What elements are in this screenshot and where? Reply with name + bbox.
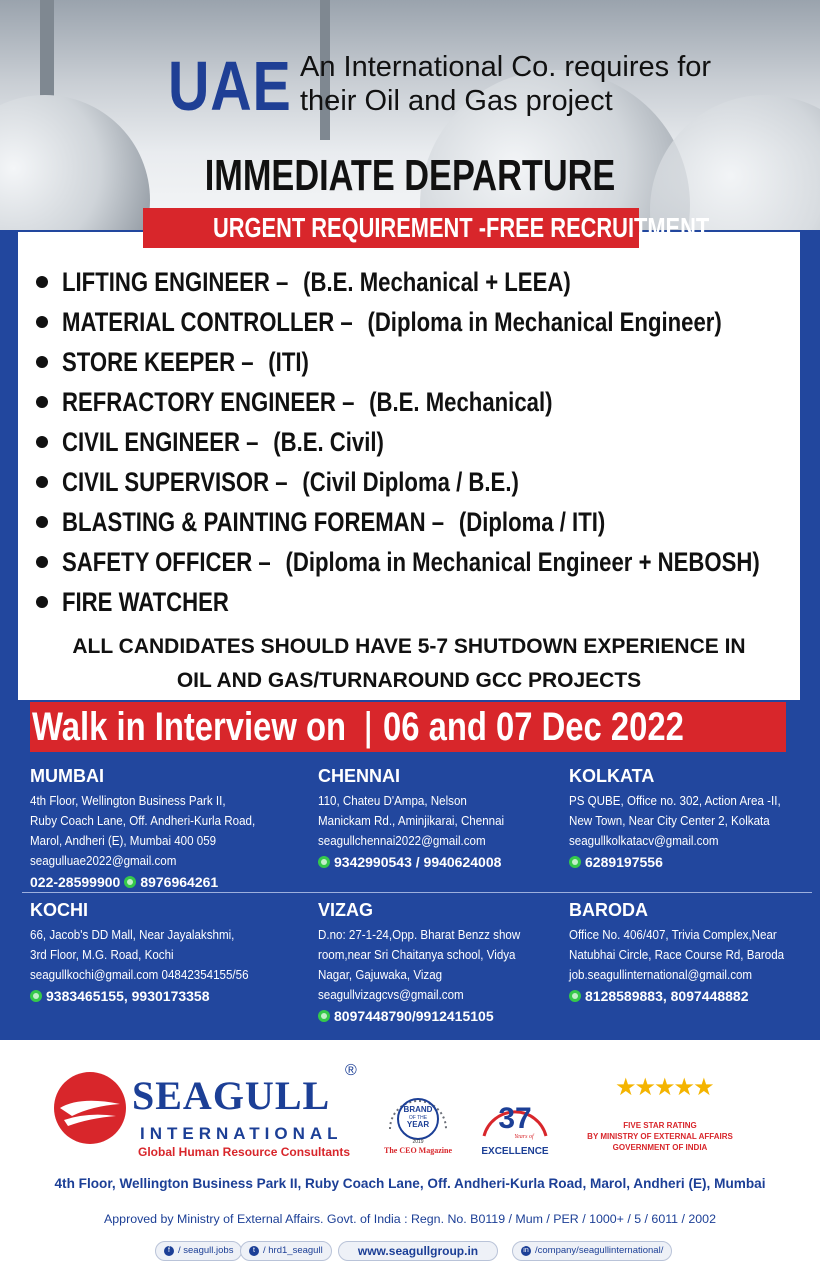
list-item (30, 262, 790, 302)
office-city: CHENNAI (318, 766, 401, 786)
registered-mark: ® (345, 1062, 357, 1079)
office-phone (569, 985, 803, 1007)
brand-subname: INTERNATIONAL (140, 1124, 343, 1143)
phone-number[interactable]: 8128589883, 8097448882 (585, 988, 749, 1004)
phone-number[interactable]: 8097448790/9912415105 (334, 1008, 494, 1024)
whatsapp-icon (569, 990, 581, 1002)
bullet-icon (36, 556, 48, 568)
office-address-line: New Town, Near City Center 2, Kolkata (569, 814, 770, 828)
caption-line: BY MINISTRY OF EXTERNAL AFFAIRS (587, 1132, 733, 1141)
job-title: MATERIAL CONTROLLER – (62, 306, 353, 337)
whatsapp-icon (569, 856, 581, 868)
award-by: The CEO Magazine (384, 1146, 452, 1155)
office-email[interactable]: seagullkolkatacv@gmail.com (569, 834, 719, 848)
website-link[interactable] (338, 1241, 498, 1261)
facebook-link[interactable] (155, 1241, 242, 1261)
office-kolkata (569, 766, 799, 873)
twitter-link[interactable] (240, 1241, 332, 1261)
office-address-line: Natubhai Circle, Race Course Rd, Baroda (569, 948, 785, 962)
phone-number[interactable]: 9342990543 / 9940624008 (334, 854, 502, 870)
phone-number[interactable]: 8976964261 (140, 874, 219, 890)
bullet-icon (36, 396, 48, 408)
job-title: BLASTING & PAINTING FOREMAN – (62, 506, 445, 537)
award-text: OF THE (408, 1115, 428, 1121)
approval-text: Approved by Ministry of External Affairs. Govt. of India : Regn. No. B0119 / Mum / PER / 1000+ / 5 / 6011 / 2002 (104, 1212, 716, 1226)
brand-tagline: Global Human Resource Consultants (138, 1145, 351, 1159)
office-chennai (318, 766, 520, 873)
office-address-line: D.no: 27-1-24,Opp. Bharat Benzz show (318, 928, 521, 942)
award-year: 2019 (412, 1139, 424, 1145)
caption-line: FIVE STAR RATING (623, 1121, 697, 1130)
phone-number[interactable]: 9383465155, 9930173358 (46, 988, 210, 1004)
office-email[interactable]: job.seagullinternational@gmail.com (569, 968, 753, 982)
office-mumbai (30, 766, 275, 893)
twitter-icon: t (249, 1246, 259, 1256)
bullet-icon (36, 436, 48, 448)
office-phone (318, 851, 520, 873)
experience-note (18, 630, 800, 698)
job-qualification: (ITI) (268, 346, 309, 377)
job-title: STORE KEEPER – (62, 346, 254, 377)
bullet-icon (36, 476, 48, 488)
job-title: CIVIL ENGINEER – (62, 426, 259, 457)
list-item (30, 302, 790, 342)
office-address-line: room,near Sri Chaitanya school, Vidya (318, 948, 516, 962)
job-title: LIFTING ENGINEER – (62, 266, 289, 297)
job-qualification: (Diploma in Mechanical Engineer) (367, 306, 722, 337)
office-email[interactable]: seagulluae2022@gmail.com (30, 854, 177, 868)
office-kochi (30, 900, 268, 1007)
office-city: BARODA (569, 900, 648, 920)
head-office-address: 4th Floor, Wellington Business Park II, Ruby Coach Lane, Off. Andheri-Kurla Road, Marol, Andheri (E), Mumbai (54, 1176, 766, 1191)
office-email[interactable]: seagullkochi@gmail.com 04842354155/56 (30, 968, 249, 982)
whatsapp-icon (30, 990, 42, 1002)
award-number: 37 (498, 1102, 532, 1135)
office-email[interactable]: seagullchennai2022@gmail.com (318, 834, 486, 848)
website-url: www.seagullgroup.in (357, 1244, 479, 1258)
whatsapp-icon (124, 876, 136, 888)
linkedin-handle: /company/seagullinternational/ (535, 1245, 664, 1256)
job-title: SAFETY OFFICER – (62, 546, 271, 577)
list-item (30, 342, 790, 382)
headline: IMMEDIATE DEPARTURE (204, 151, 616, 200)
facebook-icon: f (164, 1246, 174, 1256)
office-address-line: Manickam Rd., Aminjikarai, Chennai (318, 814, 505, 828)
office-phone (569, 851, 799, 873)
office-address-line: Ruby Coach Lane, Off. Andheri-Kurla Road, (30, 814, 256, 828)
office-address-line: PS QUBE, Office no. 302, Action Area -II, (569, 794, 781, 808)
office-address-line: 4th Floor, Wellington Business Park II, (30, 794, 226, 808)
job-qualification: (Diploma in Mechanical Engineer + NEBOSH) (285, 546, 760, 577)
office-address-line: Marol, Andheri (E), Mumbai 400 059 (30, 834, 217, 848)
office-city: KOLKATA (569, 766, 655, 786)
whatsapp-icon (318, 856, 330, 868)
excellence-award-icon (470, 1086, 560, 1166)
urgent-banner-text: URGENT REQUIREMENT -FREE RECRUITMENT (212, 212, 710, 243)
walkin-banner (30, 702, 786, 752)
office-phone (30, 985, 268, 1007)
country-heading: UAE (168, 47, 292, 125)
bullet-icon (36, 596, 48, 608)
job-title: CIVIL SUPERVISOR – (62, 466, 288, 497)
list-item (30, 582, 790, 622)
list-item (30, 542, 790, 582)
job-title: FIRE WATCHER (62, 586, 229, 617)
list-item (30, 502, 790, 542)
bullet-icon (36, 516, 48, 528)
office-address-line: 3rd Floor, M.G. Road, Kochi (30, 948, 174, 962)
office-city: MUMBAI (30, 766, 104, 786)
five-star-caption (580, 1120, 740, 1153)
office-city: KOCHI (30, 900, 88, 920)
office-email[interactable]: seagullvizagcvs@gmail.com (318, 988, 464, 1002)
job-qualification: (Civil Diploma / B.E.) (302, 466, 519, 497)
award-text: EXCELLENCE (481, 1146, 549, 1157)
brand-of-year-award-icon (382, 1085, 454, 1165)
job-qualification: (B.E. Mechanical + LEEA) (303, 266, 571, 297)
office-phone (318, 1005, 538, 1027)
whatsapp-icon (318, 1010, 330, 1022)
job-list (30, 262, 790, 622)
five-star-icon: ★★★★★ (615, 1074, 713, 1101)
phone-number[interactable]: 022-28599900 (30, 874, 121, 890)
facebook-handle: / seagull.jobs (178, 1245, 234, 1256)
linkedin-link[interactable] (512, 1241, 672, 1261)
linkedin-icon: in (521, 1246, 531, 1256)
list-item (30, 422, 790, 462)
walkin-dates: 06 and 07 Dec 2022 (383, 704, 685, 749)
walkin-separator: | (363, 704, 374, 749)
twitter-handle: / hrd1_seagull (263, 1245, 323, 1256)
office-address-line: 110, Chateu D'Ampa, Nelson (318, 794, 467, 808)
bullet-icon (36, 316, 48, 328)
job-qualification: (Diploma / ITI) (458, 506, 606, 537)
job-qualification: (B.E. Mechanical) (369, 386, 553, 417)
seagull-logo-icon (50, 1068, 130, 1148)
job-title: REFRACTORY ENGINEER – (62, 386, 355, 417)
award-text: Years of (514, 1134, 534, 1140)
experience-note-line: OIL AND GAS/TURNAROUND GCC PROJECTS (176, 669, 642, 692)
job-qualification: (B.E. Civil) (273, 426, 384, 457)
award-text: BRAND (403, 1105, 433, 1114)
bullet-icon (36, 276, 48, 288)
bullet-icon (36, 356, 48, 368)
caption-line: GOVERNMENT OF INDIA (612, 1143, 708, 1152)
office-address-line: Office No. 406/407, Trivia Complex,Near (569, 928, 777, 942)
office-address-line: 66, Jacob's DD Mall, Near Jayalakshmi, (30, 928, 235, 942)
experience-note-line: ALL CANDIDATES SHOULD HAVE 5-7 SHUTDOWN EXPERIENCE IN (72, 635, 746, 658)
phone-number[interactable]: 6289197556 (585, 854, 663, 870)
list-item (30, 462, 790, 502)
office-address-line: Nagar, Gajuwaka, Vizag (318, 968, 443, 982)
list-item (30, 382, 790, 422)
office-divider (22, 892, 812, 893)
walkin-label: Walk in Interview on (32, 704, 347, 749)
award-text: YEAR (406, 1120, 430, 1129)
office-city: VIZAG (318, 900, 374, 920)
office-phone (30, 871, 275, 893)
urgent-banner (143, 208, 710, 248)
office-baroda (569, 900, 803, 1007)
office-vizag (318, 900, 538, 1027)
intro-text: An International Co. requires for their Oil and Gas project (300, 51, 712, 117)
brand-name: SEAGULL (132, 1073, 331, 1118)
